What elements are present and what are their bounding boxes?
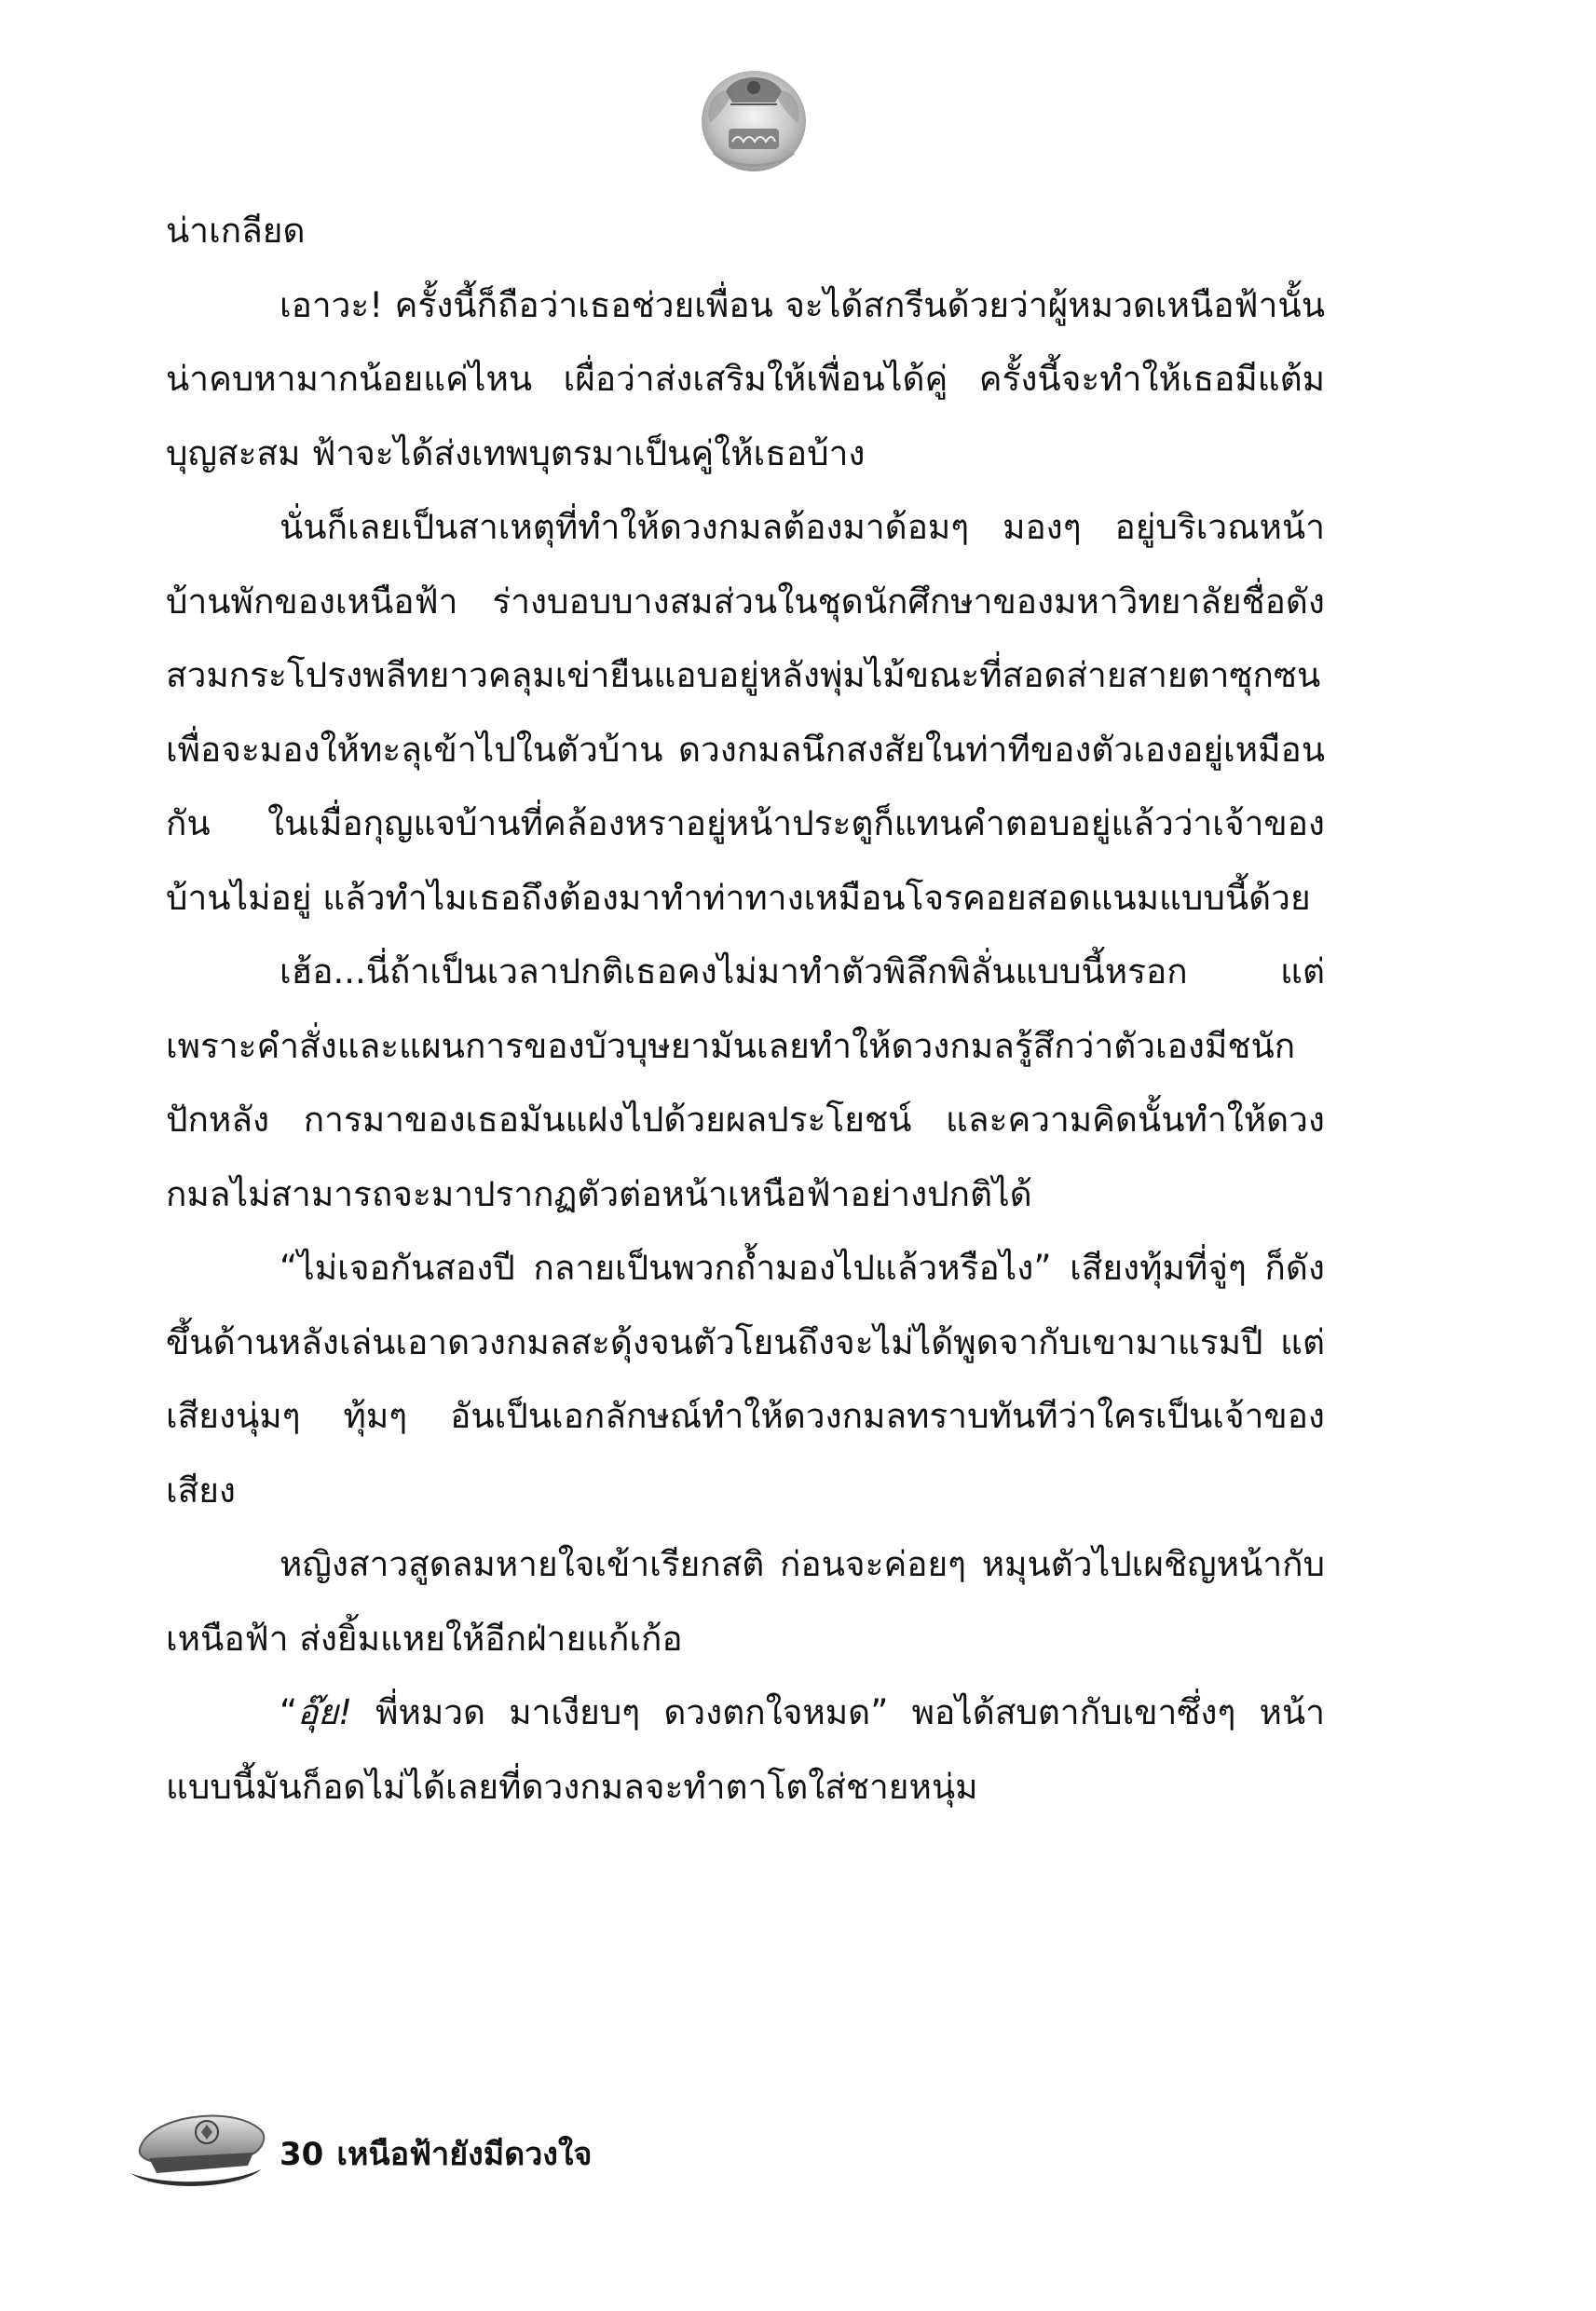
paragraph-5: “ไม่เจอกันสองปี กลายเป็นพวกถ้ำมองไปแล้วหรือไง” เสียงทุ้มที่จู่ๆ ก็ดังขึ้นด้านหลังเล่นเอาดวงกมลสะดุ้งจนตัวโยนถึงจะไม่ได้พูดจากับเขามาแรมปี แต่เสียงนุ่มๆ ทุ้มๆ อันเป็นเอกลักษณ์ทำให้ดวงกมลทราบทันทีว่าใครเป็นเจ้าของเสียง: [166, 1248, 1325, 1511]
quote-open: “: [280, 1692, 298, 1732]
paragraph-1: น่าเกลียด: [166, 211, 306, 251]
emblem-logo-icon: [693, 56, 814, 177]
italic-exclamation: อุ๊ย!: [297, 1692, 352, 1732]
body-text: [166, 194, 1325, 1824]
paragraph-7-text: พี่หมวด มาเงียบๆ ดวงตกใจหมด” พอได้สบตากับเขาซึ่งๆ หน้าแบบนี้มันก็อดไม่ได้เลยที่ดวงกมลจะทำตาโตใส่ชายหนุ่ม: [166, 1692, 1325, 1807]
page-footer: [121, 2095, 773, 2197]
paragraph-4: เฮ้อ...นี่ถ้าเป็นเวลาปกติเธอคงไม่มาทำตัวพิลึกพิลั่นแบบนี้หรอก แต่เพราะคำสั่งและแผนการของบัวบุษยามันเลยทำให้ดวงกมลรู้สึกว่าตัวเองมีชนักปักหลัง การมาของเธอมันแฝงไปด้วยผลประโยชน์ และความคิดนั้นทำให้ดวงกมลไม่สามารถจะมาปรากฏตัวต่อหน้าเหนือฟ้าอย่างปกติได้: [166, 951, 1325, 1214]
paragraph-6: หญิงสาวสูดลมหายใจเข้าเรียกสติ ก่อนจะค่อยๆ หมุนตัวไปเผชิญหน้ากับเหนือฟ้า ส่งยิ้มแหยให้อีกฝ่ายแก้เก้อ: [166, 1544, 1325, 1659]
paragraph-7: [166, 1675, 1325, 1824]
book-title: เหนือฟ้ายังมีดวงใจ: [336, 2136, 593, 2173]
footer-text: [280, 2128, 592, 2179]
police-cap-icon: [121, 2095, 280, 2197]
paragraph-2: เอาวะ! ครั้งนี้ก็ถือว่าเธอช่วยเพื่อน จะได้สกรีนด้วยว่าผู้หมวดเหนือฟ้านั้นน่าคบหามากน้อยแค่ไหน เผื่อว่าส่งเสริมให้เพื่อนได้คู่ ครั้งนี้จะทำให้เธอมีแต้มบุญสะสม ฟ้าจะได้ส่งเทพบุตรมาเป็นคู่ให้เธอบ้าง: [166, 284, 1325, 473]
paragraph-3: นั่นก็เลยเป็นสาเหตุที่ทำให้ดวงกมลต้องมาด้อมๆ มองๆ อยู่บริเวณหน้าบ้านพักของเหนือฟ้า ร่างบอบบางสมส่วนในชุดนักศึกษาของมหาวิทยาลัยชื่อดัง สวมกระโปรงพลีทยาวคลุมเข่ายืนแอบอยู่หลังพุ่มไม้ขณะที่สอดส่ายสายตาซุกซนเพื่อจะมองให้ทะลุเข้าไปในตัวบ้าน ดวงกมลนึกสงสัยในท่าทีของตัวเองอยู่เหมือนกัน ในเมื่อกุญแจบ้านที่คล้องหราอยู่หน้าประตูก็แทนคำตอบอยู่แล้วว่าเจ้าของบ้านไม่อยู่ แล้วทำไมเธอถึงต้องมาทำท่าทางเหมือนโจรคอยสอดแนมแบบนี้ด้วย: [166, 507, 1325, 918]
page-number: 30: [280, 2136, 324, 2173]
